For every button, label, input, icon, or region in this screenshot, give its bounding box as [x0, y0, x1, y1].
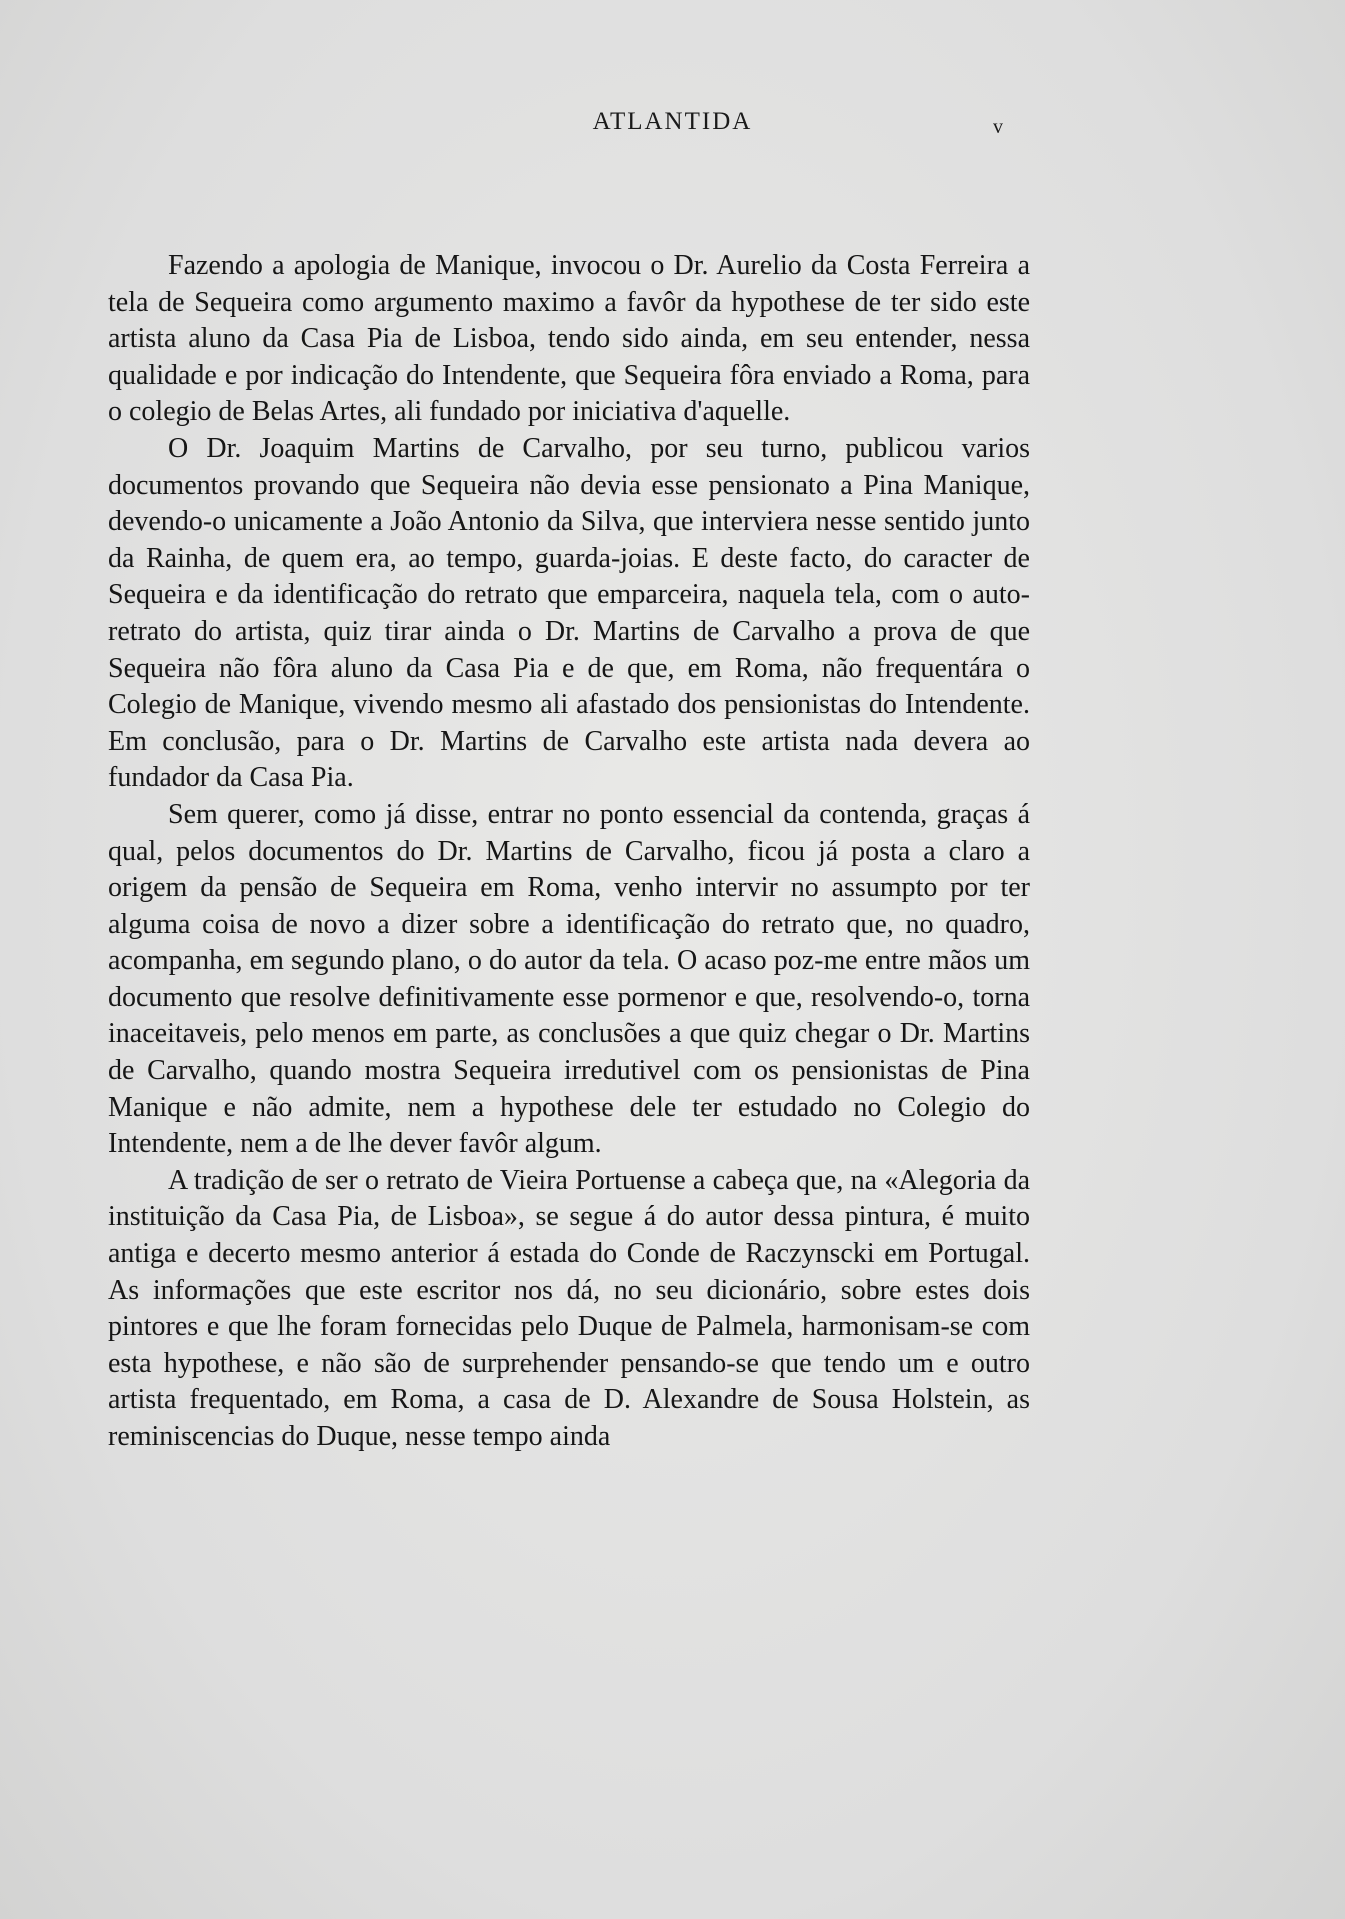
running-title: ATLANTIDA — [592, 108, 753, 135]
body-text — [108, 248, 1030, 1456]
page-number: v — [993, 116, 1003, 138]
paragraph: Fazendo a apologia de Manique, invocou o Dr. Aurelio da Costa Ferreira a tela de Sequeira como argumento maximo a favôr da hypothese de ter sido este artista aluno da Casa Pia de Lisboa, tendo sido ainda, em seu entender, nessa qualidade e por indicação do Intendente, que Sequeira fôra enviado a Roma, para o colegio de Belas Artes, ali fundado por iniciativa d'aquelle. — [108, 250, 1030, 428]
paragraph: A tradição de ser o retrato de Vieira Portuense a cabeça que, na «Alegoria da instituição da Casa Pia, de Lisboa», se segue á do autor dessa pintura, é muito antiga e decerto mesmo anterior á estada do Conde de Raczynscki em Portugal. As informações que este escritor nos dá, no seu dicionário, sobre estes dois pintores e que lhe foram fornecidas pelo Duque de Palmela, harmonisam-se com esta hypothese, e não são de surprehender pensando-se que tendo um e outro artista frequentado, em Roma, a casa de D. Alexandre de Sousa Holstein, as reminiscencias do Duque, nesse tempo ainda — [108, 1164, 1030, 1452]
paragraph: O Dr. Joaquim Martins de Carvalho, por seu turno, publicou varios documentos provando que Sequeira não devia esse pensionato a Pina Manique, devendo-o unicamente a João Antonio da Silva, que interviera nesse sentido junto da Rainha, de quem era, ao tempo, guarda-joias. E deste facto, do caracter de Sequeira e da identificação do retrato que emparceira, naquela tela, com o auto-retrato do artista, quiz tirar ainda o Dr. Martins de Carvalho a prova de que Sequeira não fôra aluno da Casa Pia e de que, em Roma, não frequentára o Colegio de Manique, vivendo mesmo ali afastado dos pensionistas do Intendente. Em conclusão, para o Dr. Martins de Carvalho este artista nada devera ao fundador da Casa Pia. — [108, 432, 1030, 794]
paragraph: Sem querer, como já disse, entrar no ponto essencial da contenda, graças á qual, pelos documentos do Dr. Martins de Carvalho, ficou já posta a claro a origem da pensão de Sequeira em Roma, venho intervir no assumpto por ter alguma coisa de novo a dizer sobre a identificação do retrato que, no quadro, acompanha, em segundo plano, o do autor da tela. O acaso poz-me entre mãos um documento que resolve definitivamente esse pormenor e que, resolvendo-o, torna inaceitaveis, pelo menos em parte, as conclusões a que quiz chegar o Dr. Martins de Carvalho, quando mostra Sequeira irredutivel com os pensionistas de Pina Manique e não admite, nem a hypothese dele ter estudado no Colegio do Intendente, nem a de lhe dever favôr algum. — [108, 798, 1030, 1160]
